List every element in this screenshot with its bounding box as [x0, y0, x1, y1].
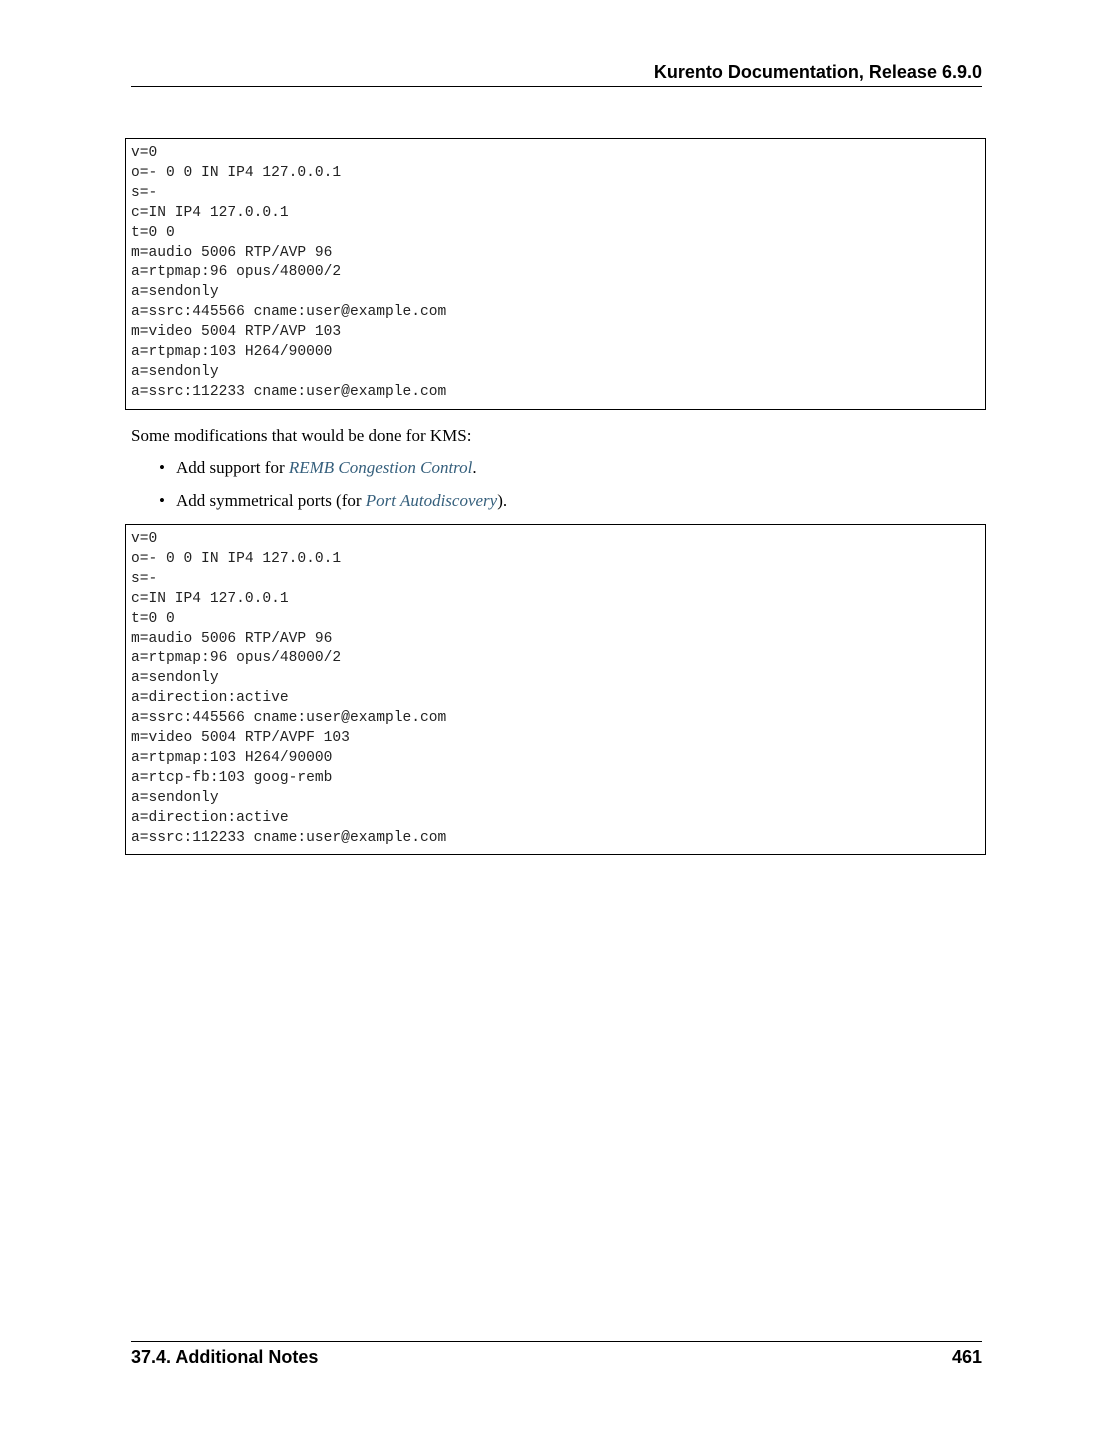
list-item [131, 490, 507, 523]
code-line: t=0 0 [131, 224, 175, 241]
code-line: a=rtpmap:103 H264/90000 [131, 749, 333, 766]
code-block-sdp-offer [125, 138, 986, 410]
code-line: a=direction:active [131, 809, 289, 826]
code-line: a=direction:active [131, 690, 289, 707]
code-line: a=rtpmap:103 H264/90000 [131, 344, 333, 361]
code-line: o=- 0 0 IN IP4 127.0.0.1 [131, 164, 342, 181]
list-item-text: Add support for [176, 458, 289, 477]
code-line: o=- 0 0 IN IP4 127.0.0.1 [131, 550, 342, 567]
page-number: 461 [951, 1347, 982, 1367]
code-line: s=- [131, 184, 158, 201]
page-header [131, 60, 982, 87]
code-line: a=ssrc:445566 cname:user@example.com [131, 304, 447, 321]
page-footer [131, 1341, 982, 1372]
bullet-list [131, 457, 507, 523]
code-line: a=sendonly [131, 284, 219, 301]
code-line: a=rtpmap:96 opus/48000/2 [131, 650, 342, 667]
code-line: m=video 5004 RTP/AVPF 103 [131, 730, 350, 747]
port-autodiscovery-link[interactable]: Port Autodiscovery [365, 491, 498, 510]
code-line: a=rtcp-fb:103 goog-remb [131, 769, 333, 786]
remb-congestion-control-link[interactable]: REMB Congestion Control [288, 458, 473, 477]
code-line: a=rtpmap:96 opus/48000/2 [131, 264, 342, 281]
bullet-marker: • [159, 458, 165, 477]
list-item-text: Add symmetrical ports (for [176, 491, 366, 510]
code-line: a=ssrc:445566 cname:user@example.com [131, 710, 447, 727]
code-line: a=ssrc:112233 cname:user@example.com [131, 829, 447, 846]
list-item [131, 457, 507, 490]
body-paragraph: Some modifications that would be done for KMS: [131, 426, 472, 445]
list-item-text-end: . [472, 458, 477, 477]
code-line: c=IN IP4 127.0.0.1 [131, 590, 289, 607]
code-line: c=IN IP4 127.0.0.1 [131, 204, 289, 221]
code-line: a=sendonly [131, 670, 219, 687]
code-block-sdp-modified [125, 524, 986, 855]
code-line: a=sendonly [131, 789, 219, 806]
code-line: s=- [131, 570, 158, 587]
document-title: Kurento Documentation, Release 6.9.0 [653, 62, 982, 82]
code-line: m=audio 5006 RTP/AVP 96 [131, 630, 333, 647]
code-line: t=0 0 [131, 610, 175, 627]
bullet-marker: • [159, 491, 165, 510]
code-line: m=video 5004 RTP/AVP 103 [131, 324, 342, 341]
list-item-text-end: ). [497, 491, 508, 510]
code-line: a=ssrc:112233 cname:user@example.com [131, 383, 447, 400]
code-line: v=0 [131, 145, 158, 161]
code-line: a=sendonly [131, 363, 219, 380]
code-line: m=audio 5006 RTP/AVP 96 [131, 244, 333, 261]
code-line: v=0 [131, 531, 158, 547]
section-title: 37.4. Additional Notes [131, 1347, 319, 1367]
